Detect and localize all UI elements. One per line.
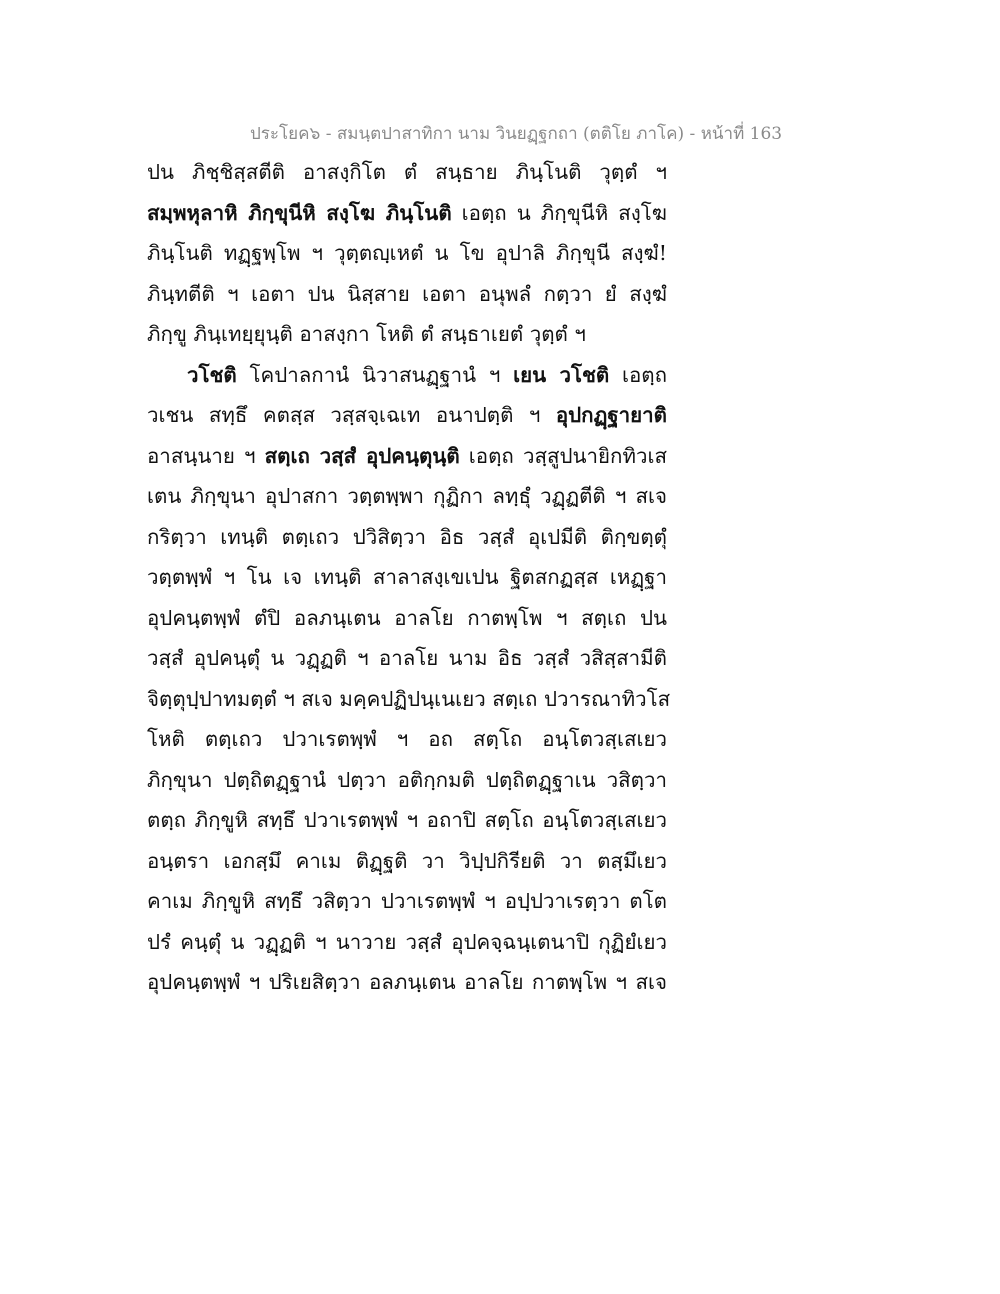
text-span: เอตฺถ น ภิกฺขุนีหิ สงฺโฆ [461,200,667,225]
text-span: เอตฺถ [621,362,667,387]
bold-term: สตฺเถ วสฺสํ อุปคนฺตุนฺติ [264,443,460,468]
text-line: ปน ภิชฺชิสฺสตีติ อาสงฺกิโต ตํ สนฺธาย ภินฺโนติ วุตฺตํ ฯ [147,160,667,184]
text-line: ภินฺโนติ ทฏฺฐพฺโพ ฯ วุตฺตญฺเหตํ น โข อุปาลิ ภิกฺขุนี สงฺฆํ! [147,241,667,265]
text-line: อุปคนฺตพฺพํ ฯ ปริเยสิตฺวา อลภนฺเตน อาลโย กาตพฺโพ ฯ สเจ [147,970,667,994]
bold-term: อุปกฏฺฐายาติ [555,403,667,427]
text-line: ตตฺถ ภิกฺขูหิ สทฺธึ ปวาเรตพฺพํ ฯ อถาปิ สตฺโถ อนฺโตวสฺเสเยว [147,808,667,832]
bold-term: วโชติ [187,362,237,387]
text-span: เอตฺถ วสฺสูปนายิกทิวเส [468,443,667,468]
text-line: ภิกฺขู ภินฺเทยฺยุนฺติ อาสงฺกา โหติ ตํ สนฺธาเยตํ วุตฺตํ ฯ [147,322,586,346]
text-line [147,395,667,436]
text-line: จิตฺตุปฺปาทมตฺตํ ฯ สเจ มคฺคปฏิปนฺเนเยว สตฺเถ ปวารณาทิวโส [147,686,671,711]
text-line: อนฺตรา เอกสฺมึ คาเม ติฏฺฐติ วา วิปฺปกิรียติ วา ตสฺมึเยว [147,848,667,873]
text-line: ภิกฺขุนา ปตฺถิตฏฺฐานํ ปตฺวา อติกฺกมติ ปตฺถิตฏฺฐาเน วสิตฺวา [147,767,667,792]
text-line: ปรํ คนฺตุํ น วฏฺฏติ ฯ นาวาย วสฺสํ อุปคจฺฉนฺเตนาปิ กุฏิยํเยว [147,929,667,954]
text-line: ภินฺทตีติ ฯ เอตา ปน นิสฺสาย เอตา อนุพลํ กตฺวา ยํ สงฺฆํ [147,281,667,306]
body-text [147,152,671,1003]
text-span: โคปาลกานํ นิวาสนฏฺฐานํ ฯ [249,362,501,387]
text-line [147,355,667,396]
text-line [147,436,667,477]
text-line: วสฺสํ อุปคนฺตุํ น วฏฺฏติ ฯ อาลโย นาม อิธ วสฺสํ วสิสฺสามีติ [147,646,667,670]
text-line: โหติ ตตฺเถว ปวาเรตพฺพํ ฯ อถ สตฺโถ อนฺโตวสฺเสเยว [147,727,667,751]
text-line: คาเม ภิกฺขูหิ สทฺธึ วสิตฺวา ปวาเรตพฺพํ ฯ อปฺปวาเรตฺวา ตโต [147,889,667,913]
text-line: เตน ภิกฺขุนา อุปาสกา วตฺตพฺพา กุฏิกา ลทฺธุํ วฏฺฏตีติ ฯ สเจ [147,484,667,508]
bold-term: สมฺพหุลาหิ ภิกฺขุนีหิ สงฺโฆ ภินฺโนติ [147,200,452,225]
text-span: อาสนฺนาย ฯ [147,443,256,468]
text-line [147,193,667,234]
text-span: วเชน สทฺธึ คตสฺส วสฺสจฺเฉเท อนาปตฺติ ฯ [147,403,541,427]
text-line: อุปคนฺตพฺพํ ตํปิ อลภนฺเตน อาลโย กาตพฺโพ ฯ สตฺเถ ปน [147,605,667,630]
text-line: กริตฺวา เทนฺติ ตตฺเถว ปวิสิตฺวา อิธ วสฺสํ อุเปมีติ ติกฺขตฺตุํ [147,524,667,549]
text-line: วตฺตพฺพํ ฯ โน เจ เทนฺติ สาลาสงฺเขเปน ฐิตสกฏสฺส เหฏฺฐา [147,565,667,589]
bold-term: เยน วโชติ [513,362,610,387]
running-header: ประโยค๖ - สมนฺตปาสาทิกา นาม วินยฏฺฐกถา (ตติโย ภาโค) - หน้าที่ 163 [250,124,783,144]
